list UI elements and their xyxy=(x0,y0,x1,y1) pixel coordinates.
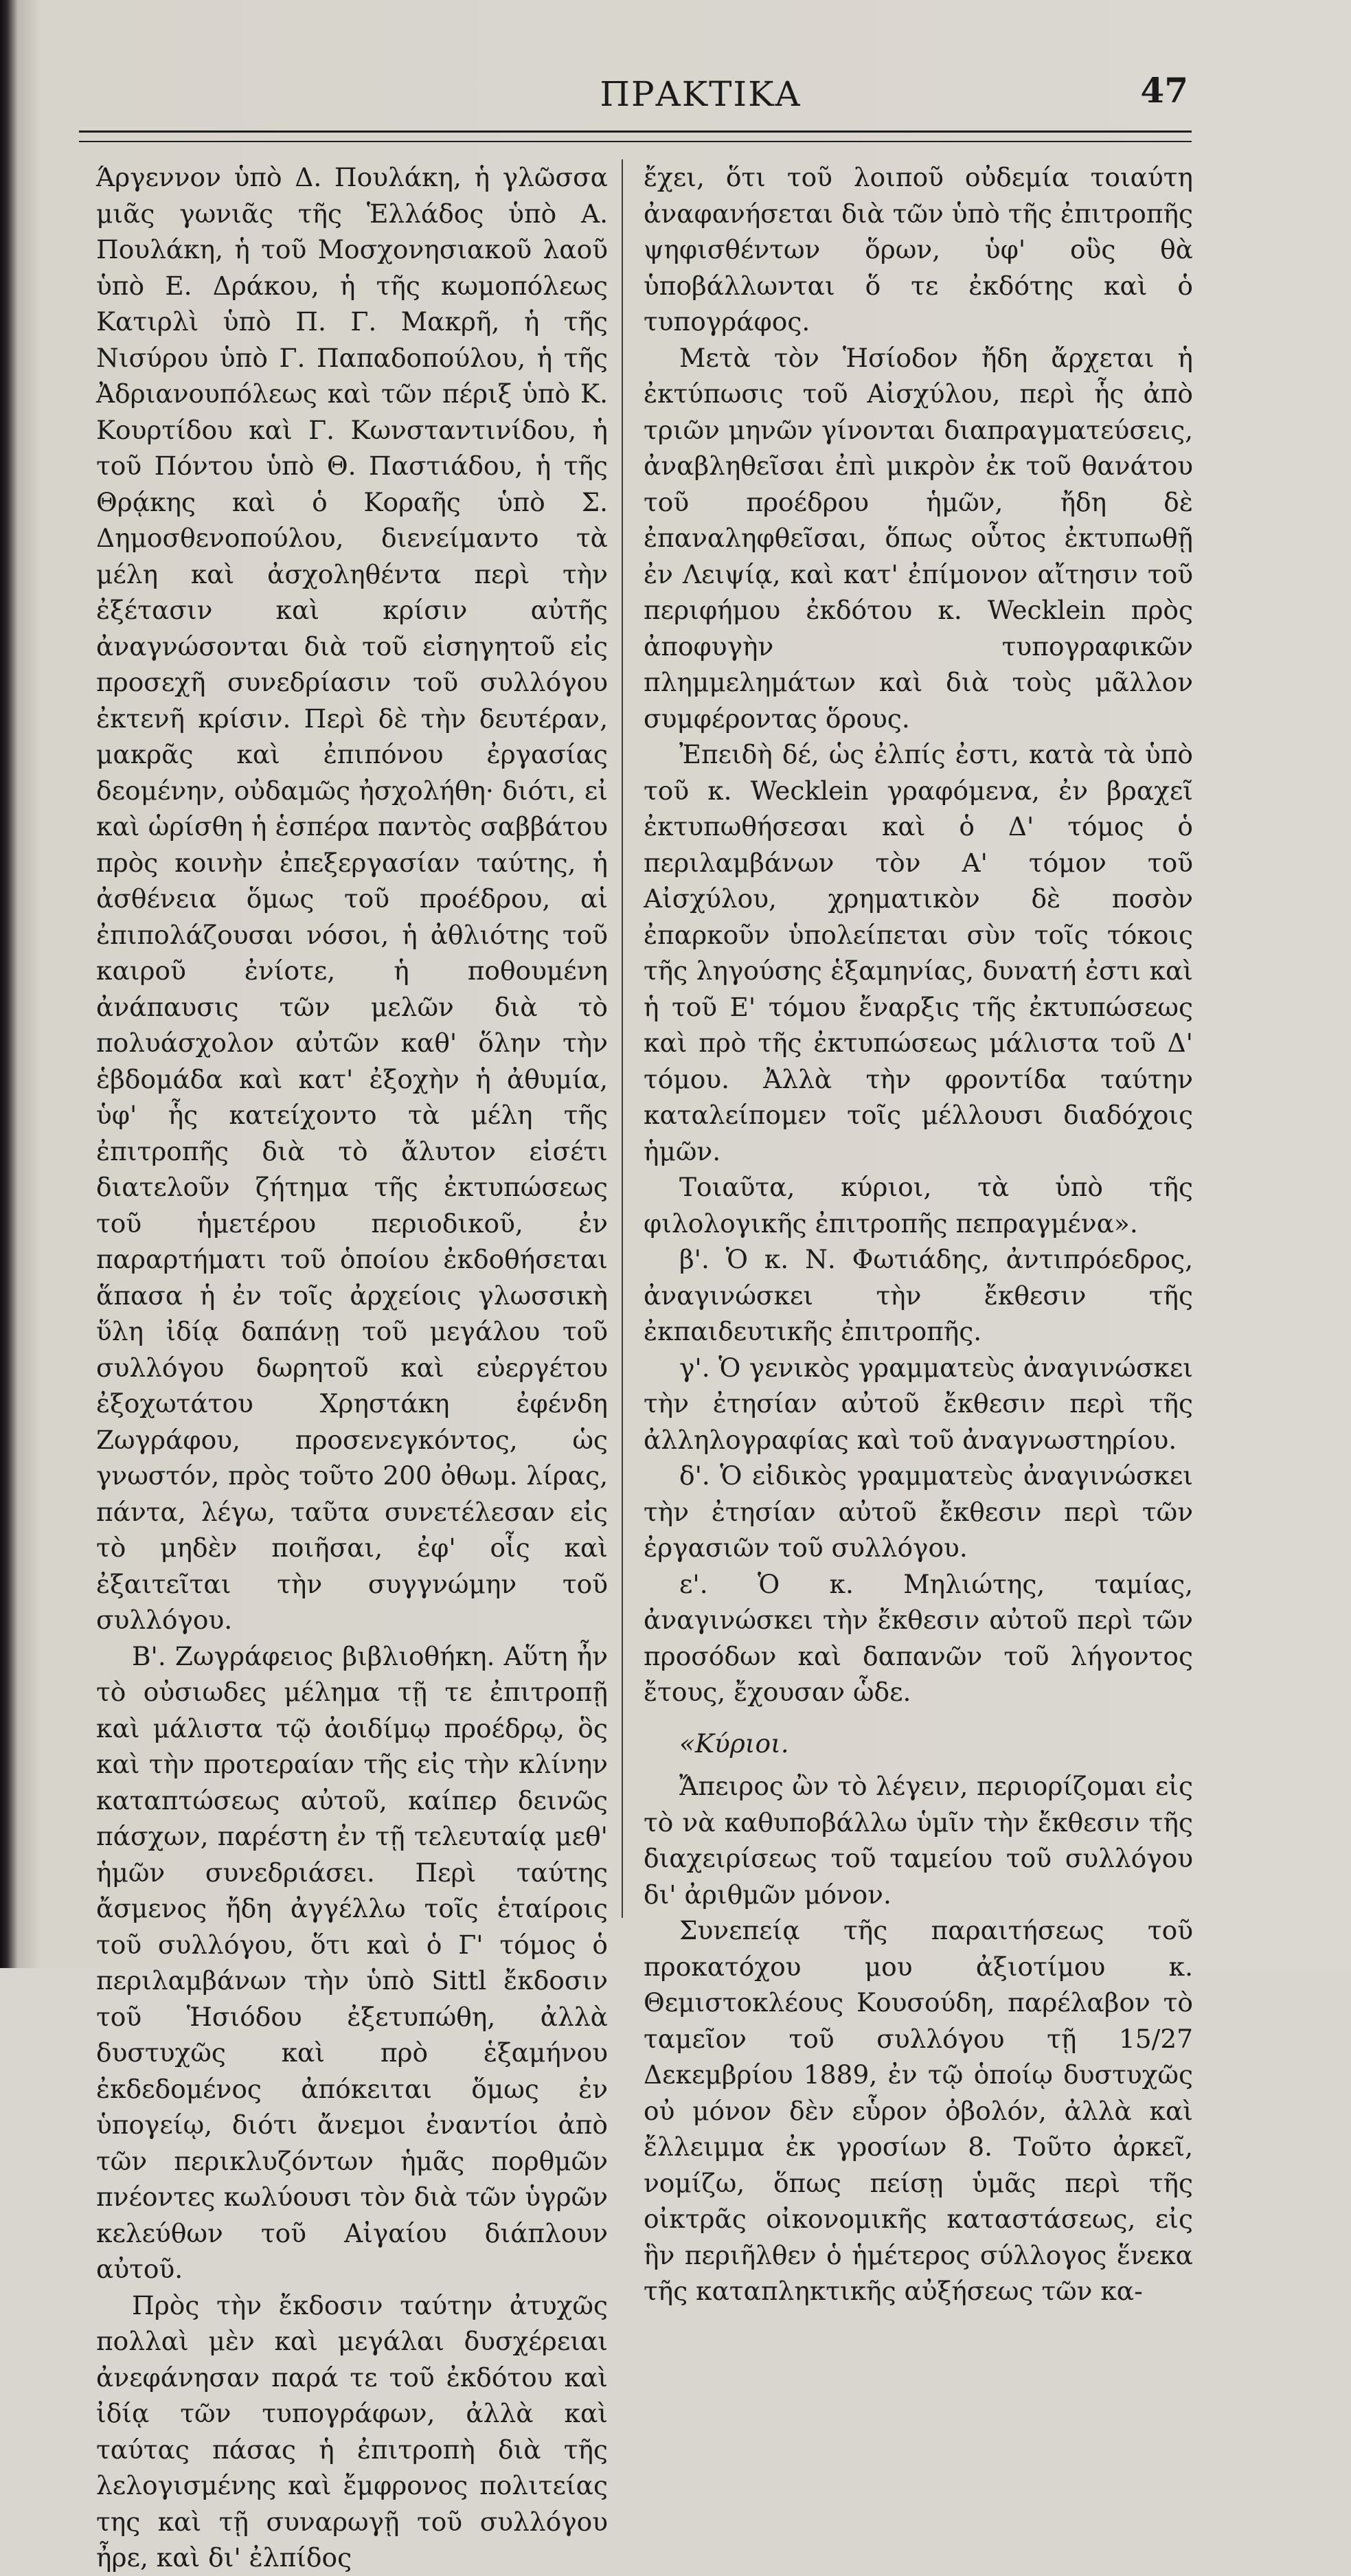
paragraph: Ἐπειδὴ δέ, ὡς ἐλπίς ἐστι, κατὰ τὰ ὑπὸ τοῦ κ. Wecklein γραφόμενα, ἐν βραχεῖ ἐκτυπωθήσεσαι καὶ ὁ Δ' τόμος ὁ περιλαμβάνων τὸν Α' τόμον τοῦ Αἰσχύλου, χρηματικὸν δὲ ποσὸν ἐπαρκοῦν ὑπολείπεται σὺν τοῖς τόκοις τῆς ληγούσης ἑξαμηνίας, δυνατή ἐστι καὶ ἡ τοῦ Ε' τόμου ἔναρξις τῆς ἐκτυπώσεως καὶ πρὸ τῆς ἐκτυπώσεως μάλιστα τοῦ Δ' τόμου. Ἀλλὰ τὴν φροντίδα ταύτην καταλείπομεν τοῖς μέλλουσι διαδόχοις ἡμῶν. xyxy=(644,739,1193,1166)
page-header xyxy=(82,70,1188,122)
paragraph: Συνεπείᾳ τῆς παραιτήσεως τοῦ προκατόχου μου ἀξιοτίμου κ. Θεμιστοκλέους Κουσούδη, παρέλαβον τὸ ταμεῖον τοῦ συλλόγου τῇ 15/27 Δεκεμβρίου 1889, ἐν τῷ ὁποίῳ δυστυχῶς οὐ μόνον δὲν εὗρον ὀβολόν, ἀλλὰ καὶ ἔλλειμμα ἐκ γροσίων 8. Τοῦτο ἀρκεῖ, νομίζω, ὅπως πείσῃ ὑμᾶς περὶ τῆς οἰκτρᾶς οἰκονομικῆς καταστάσεως, εἰς ἣν περιῆλθεν ὁ ἡμέτερος σύλλογος ἕνεκα τῆς καταπληκτικῆς αὐξήσεως τῶν κα- xyxy=(644,1915,1193,2306)
paragraph: β'. Ὁ κ. Ν. Φωτιάδης, ἀντιπρόεδρος, ἀναγινώσκει τὴν ἔκθεσιν τῆς ἐκπαιδευτικῆς ἐπιτροπῆς. xyxy=(644,1244,1193,1346)
column-divider xyxy=(622,159,623,1918)
paragraph: Β'. Ζωγράφειος βιβλιοθήκη. Αὕτη ἦν τὸ οὐσιωδες μέλημα τῇ τε ἐπιτροπῇ καὶ μάλιστα τῷ ἀοιδίμῳ προέδρῳ, ὃς καὶ τὴν προτεραίαν τῆς εἰς τὴν κλίνην καταπτώσεως αὐτοῦ, καίπερ δεινῶς πάσχων, παρέστη ἐν τῇ τελευταίᾳ μεθ' ἡμῶν συνεδριάσει. Περὶ ταύτης ἄσμενος ἤδη ἀγγέλλω τοῖς ἑταίροις τοῦ συλλόγου, ὅτι καὶ ὁ Γ' τόμος ὁ περιλαμβάνων τὴν ὑπὸ Sittl ἔκδοσιν τοῦ Ἡσιόδου ἐξετυπώθη, ἀλλὰ δυστυχῶς καὶ πρὸ ἑξαμήνου ἐκδεδομένος ἀπόκειται ὅμως ἐν ὑπογείῳ, διότι ἄνεμοι ἐναντίοι ἀπὸ τῶν περικλυζόντων ἡμᾶς πορθμῶν πνέοντες κωλύουσι τὸν διὰ τῶν ὑγρῶν κελεύθων τοῦ Αἰγαίου διάπλουν αὐτοῦ. xyxy=(96,1640,608,2284)
header-rule xyxy=(79,131,1192,142)
left-column xyxy=(96,159,608,2573)
page-number: 47 xyxy=(1140,70,1188,111)
right-column xyxy=(644,159,1193,2306)
paragraph: ε'. Ὁ κ. Μηλιώτης, ταμίας, ἀναγινώσκει τὴν ἔκθεσιν αὐτοῦ περὶ τῶν προσόδων καὶ δαπανῶν τοῦ λήγοντος ἔτους, ἔχουσαν ὧδε. xyxy=(644,1568,1193,1707)
paragraph: Πρὸς τὴν ἔκδοσιν ταύτην ἀτυχῶς πολλαὶ μὲν καὶ μεγάλαι δυσχέρειαι ἀνεφάνησαν παρά τε τοῦ ἐκδότου καὶ ἰδίᾳ τῶν τυπογράφων, ἀλλὰ καὶ ταύτας πάσας ἡ ἐπιτροπὴ διὰ τῆς λελογισμένης καὶ ἔμφρονος πολιτείας της καὶ τῇ συναρωγῇ τοῦ συλλόγου ἦρε, καὶ δι' ἐλπίδος xyxy=(96,2290,608,2573)
paragraph: Τοιαῦτα, κύριοι, τὰ ὑπὸ τῆς φιλολογικῆς ἐπιτροπῆς πεπραγμένα». xyxy=(644,1172,1193,1239)
paragraph: Μετὰ τὸν Ἡσίοδον ἤδη ἄρχεται ἡ ἐκτύπωσις τοῦ Αἰσχύλου, περὶ ἧς ἀπὸ τριῶν μηνῶν γίνονται διαπραγματεύσεις, ἀναβληθεῖσαι ἐπὶ μικρὸν ἐκ τοῦ θανάτου τοῦ προέδρου ἡμῶν, ἤδη δὲ ἐπαναληφθεῖσαι, ὅπως οὗτος ἐκτυπωθῇ ἐν Λειψίᾳ, καὶ κατ' ἐπίμονον αἴτησιν τοῦ περιφήμου ἐκδότου κ. Wecklein πρὸς ἀποφυγὴν τυπογραφικῶν πλημμελημάτων καὶ διὰ τοὺς μᾶλλον συμφέροντας ὅρους. xyxy=(644,342,1193,734)
running-title: ΠΡΑΚΤΙΚΑ xyxy=(600,74,802,114)
paragraph: γ'. Ὁ γενικὸς γραμματεὺς ἀναγινώσκει τὴν ἐτησίαν αὐτοῦ ἔκθεσιν περὶ τῆς ἀλληλογραφίας καὶ τοῦ ἀναγνωστηρίου. xyxy=(644,1352,1193,1455)
paragraph: ἔχει, ὅτι τοῦ λοιποῦ οὐδεμία τοιαύτη ἀναφανήσεται διὰ τῶν ὑπὸ τῆς ἐπιτροπῆς ψηφισθέντων ὅρων, ὑφ' οὓς θὰ ὑποβάλλωνται ὅ τε ἐκδότης καὶ ὁ τυπογράφος. xyxy=(644,162,1193,337)
paragraph: Άργεννον ὑπὸ Δ. Πουλάκη, ἡ γλῶσσα μιᾶς γωνιᾶς τῆς Ἑλλάδος ὑπὸ Α. Πουλάκη, ἡ τοῦ Μοσχονησιακοῦ λαοῦ ὑπὸ Ε. Δράκου, ἡ τῆς κωμοπόλεως Κατιρλὶ ὑπὸ Π. Γ. Μακρῆ, ἡ τῆς Νισύρου ὑπὸ Γ. Παπαδοπούλου, ἡ τῆς Ἀδριανουπόλεως καὶ τῶν πέριξ ὑπὸ Κ. Κουρτίδου καὶ Γ. Κωνσταντινίδου, ἡ τοῦ Πόντου ὑπὸ Θ. Παστιάδου, ἡ τῆς Θρᾴκης καὶ ὁ Κοραῆς ὑπὸ Σ. Δημοσθενοπούλου, διενείμαντο τὰ μέλη καὶ ἀσχοληθέντα περὶ τὴν ἐξέτασιν καὶ κρίσιν αὐτῆς ἀναγνώσονται διὰ τοῦ εἰσηγητοῦ εἰς προσεχῆ συνεδρίασιν τοῦ συλλόγου ἐκτενῆ κρίσιν. Περὶ δὲ τὴν δευτέραν, μακρᾶς καὶ ἐπιπόνου ἐργασίας δεομένην, οὐδαμῶς ἠσχολήθη· διότι, εἰ καὶ ὡρίσθη ἡ ἑσπέρα παντὸς σαββάτου πρὸς κοινὴν ἐπεξεργασίαν ταύτης, ἡ ἀσθένεια ὅμως τοῦ προέδρου, αἱ ἐπιπολάζουσαι νόσοι, ἡ ἀθλιότης τοῦ καιροῦ ἐνίοτε, ἡ ποθουμένη ἀνάπαυσις τῶν μελῶν διὰ τὸ πολυάσχολον αὐτῶν καθ' ὅλην τὴν ἑβδομάδα καὶ κατ' ἐξοχὴν ἡ ἀθυμία, ὑφ' ἧς κατείχοντο τὰ μέλη τῆς ἐπιτροπῆς διὰ τὸ ἄλυτον εἰσέτι διατελοῦν ζήτημα τῆς ἐκτυπώσεως τοῦ ἡμετέρου περιοδικοῦ, ἐν παραρτήματι τοῦ ὁποίου ἐκδοθήσεται ἅπασα ἡ ἐν τοῖς ἀρχείοις γλωσσικὴ ὕλη ἰδίᾳ δαπάνῃ τοῦ μεγάλου τοῦ συλλόγου δωρητοῦ καὶ εὐεργέτου ἐξοχωτάτου Χρηστάκη ἐφένδη Ζωγράφου, προσενεγκόντος, ὡς γνωστόν, πρὸς τοῦτο 200 ὀθωμ. λίρας, πάντα, λέγω, ταῦτα συνετέλεσαν εἰς τὸ μηδὲν ποιῆσαι, ἐφ' οἷς καὶ ἐξαιτεῖται τὴν συγγνώμην τοῦ συλλόγου. xyxy=(96,162,608,1635)
letter-salutation: «Κύριοι. xyxy=(679,1728,789,1759)
paragraph: δ'. Ὁ εἰδικὸς γραμματεὺς ἀναγινώσκει τὴν ἐτησίαν αὐτοῦ ἔκθεσιν περὶ τῶν ἐργασιῶν τοῦ συλλόγου. xyxy=(644,1460,1193,1563)
paragraph: Ἄπειρος ὢν τὸ λέγειν, περιορίζομαι εἰς τὸ νὰ καθυποβάλλω ὑμῖν τὴν ἔκθεσιν τῆς διαχειρίσεως τοῦ ταμείου τοῦ συλλόγου δι' ἀριθμῶν μόνον. xyxy=(644,1771,1193,1910)
